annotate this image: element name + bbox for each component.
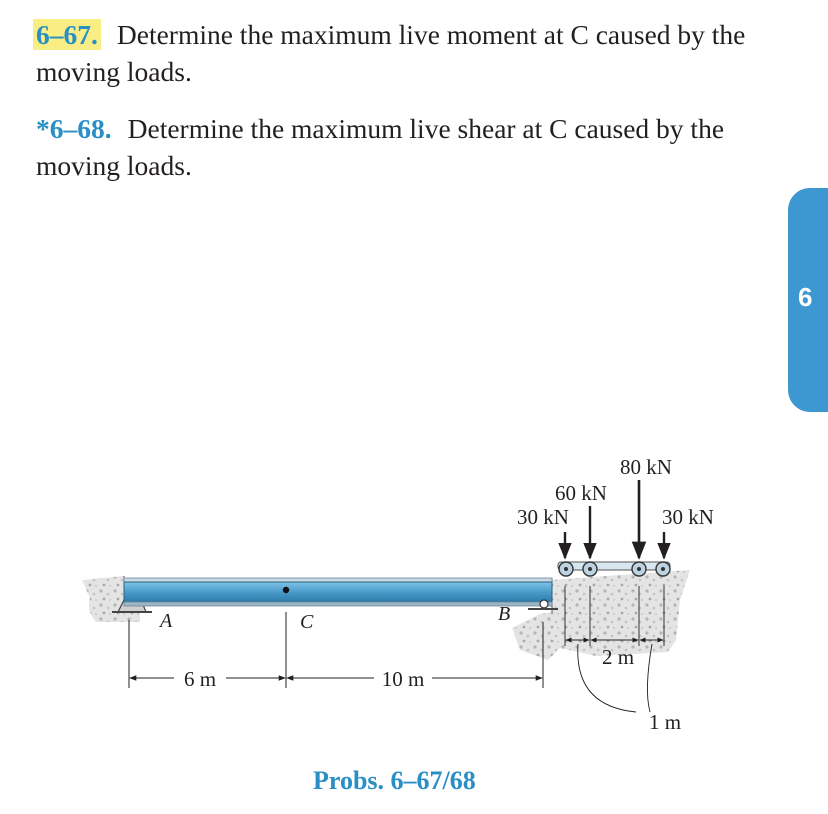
dimension-6m: 6 m [183,667,217,691]
figure-caption: Probs. 6–67/68 [313,766,476,795]
problem-text: Determine the maximum live shear at C caused by the moving loads. [36,113,725,181]
point-label-b: B [498,603,511,625]
load-label-30kn-left: 30 kN [517,505,569,529]
cart-wheel [656,562,670,576]
load-label-30kn-right: 30 kN [662,505,714,529]
dimension-10m: 10 m [381,667,425,691]
cart-wheel [583,562,597,576]
point-label-a: A [160,610,173,632]
point-c-marker [283,587,289,593]
load-label-60kn: 60 kN [555,481,607,505]
point-label-c: C [300,611,314,633]
problem-text: Determine the maximum live moment at C caused by the moving loads. [36,19,746,87]
chapter-tab-label: 6 [798,282,813,312]
dimension-1m: 1 m [648,710,682,734]
cart-wheel [559,562,573,576]
load-label-80kn: 80 kN [620,455,672,479]
dimension-2m: 2 m [601,645,635,669]
cart-wheel [632,562,646,576]
problem-number: 6–67. [33,19,101,50]
beam [124,578,552,606]
problem-number: *6–68. [36,113,112,144]
